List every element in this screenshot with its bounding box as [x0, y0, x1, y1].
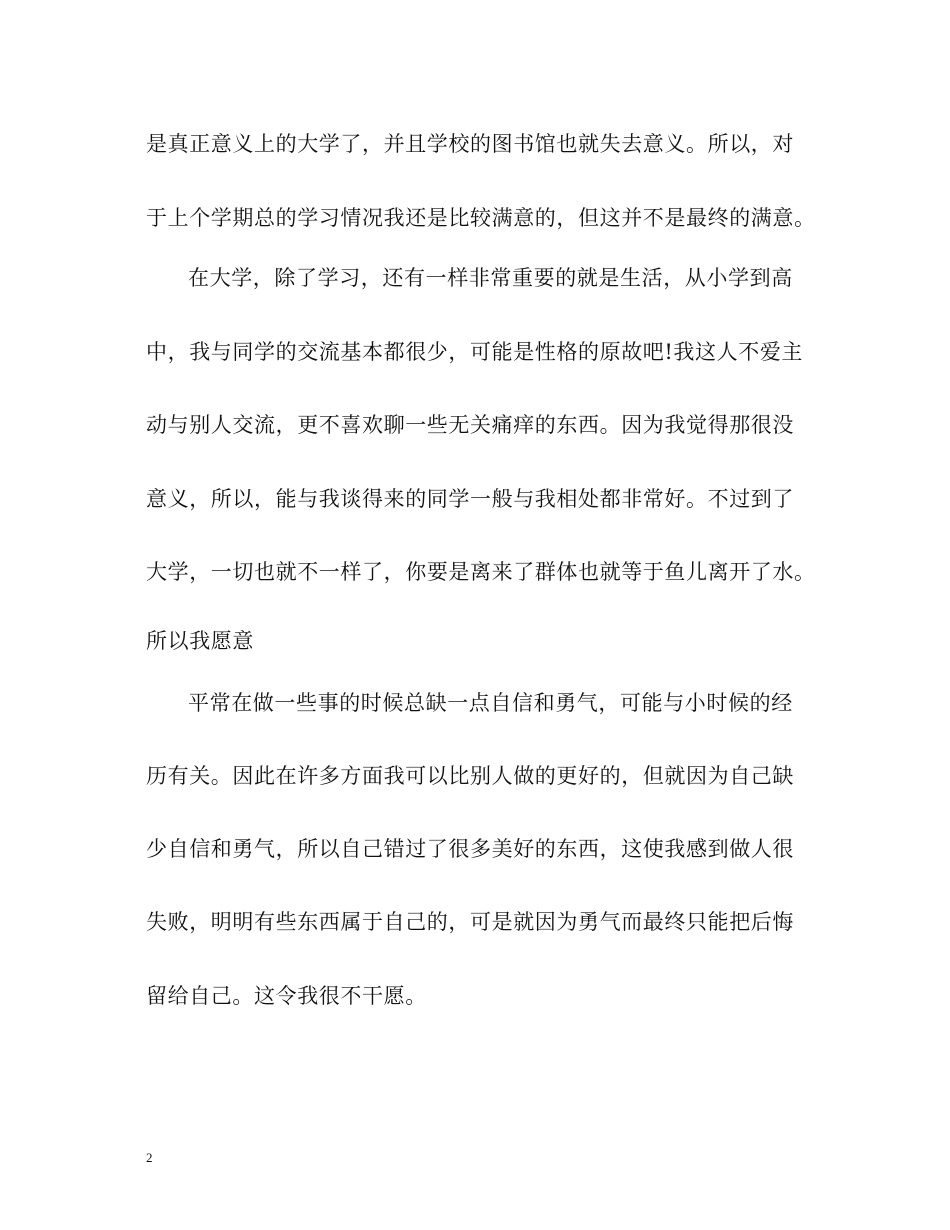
text-line: 意义，所以，能与我谈得来的同学一般与我相处都非常好。不过到了: [146, 487, 794, 511]
text-line: 于上个学期总的学习情况我还是比较满意的，但这并不是最终的满意。: [146, 206, 816, 230]
text-line: 动与别人交流，更不喜欢聊一些无关痛痒的东西。因为我觉得那很没: [146, 413, 794, 437]
text-line: 所以我愿意: [146, 629, 254, 653]
text-line: 失败，明明有些东西属于自己的，可是就因为勇气而最终只能把后悔: [146, 910, 794, 934]
text-line: 历有关。因此在许多方面我可以比别人做的更好的，但就因为自己缺: [146, 764, 794, 788]
text-line: 少自信和勇气，所以自己错过了很多美好的东西，这使我感到做人很: [146, 837, 794, 861]
paragraph-first-line: 平常在做一些事的时候总缺一点自信和勇气，可能与小时候的经: [188, 691, 793, 715]
text-line: 中，我与同学的交流基本都很少，可能是性格的原故吧!我这人不爱主: [146, 340, 804, 364]
page-number: 2: [146, 1150, 153, 1165]
text-line: 是真正意义上的大学了，并且学校的图书馆也就失去意义。所以，对: [146, 132, 794, 156]
text-line: 留给自己。这令我很不干愿。: [146, 984, 427, 1008]
paragraph-first-line: 在大学，除了学习，还有一样非常重要的就是生活，从小学到高: [188, 266, 793, 290]
text-line: 大学，一切也就不一样了，你要是离来了群体也就等于鱼儿离开了水。: [146, 560, 816, 584]
